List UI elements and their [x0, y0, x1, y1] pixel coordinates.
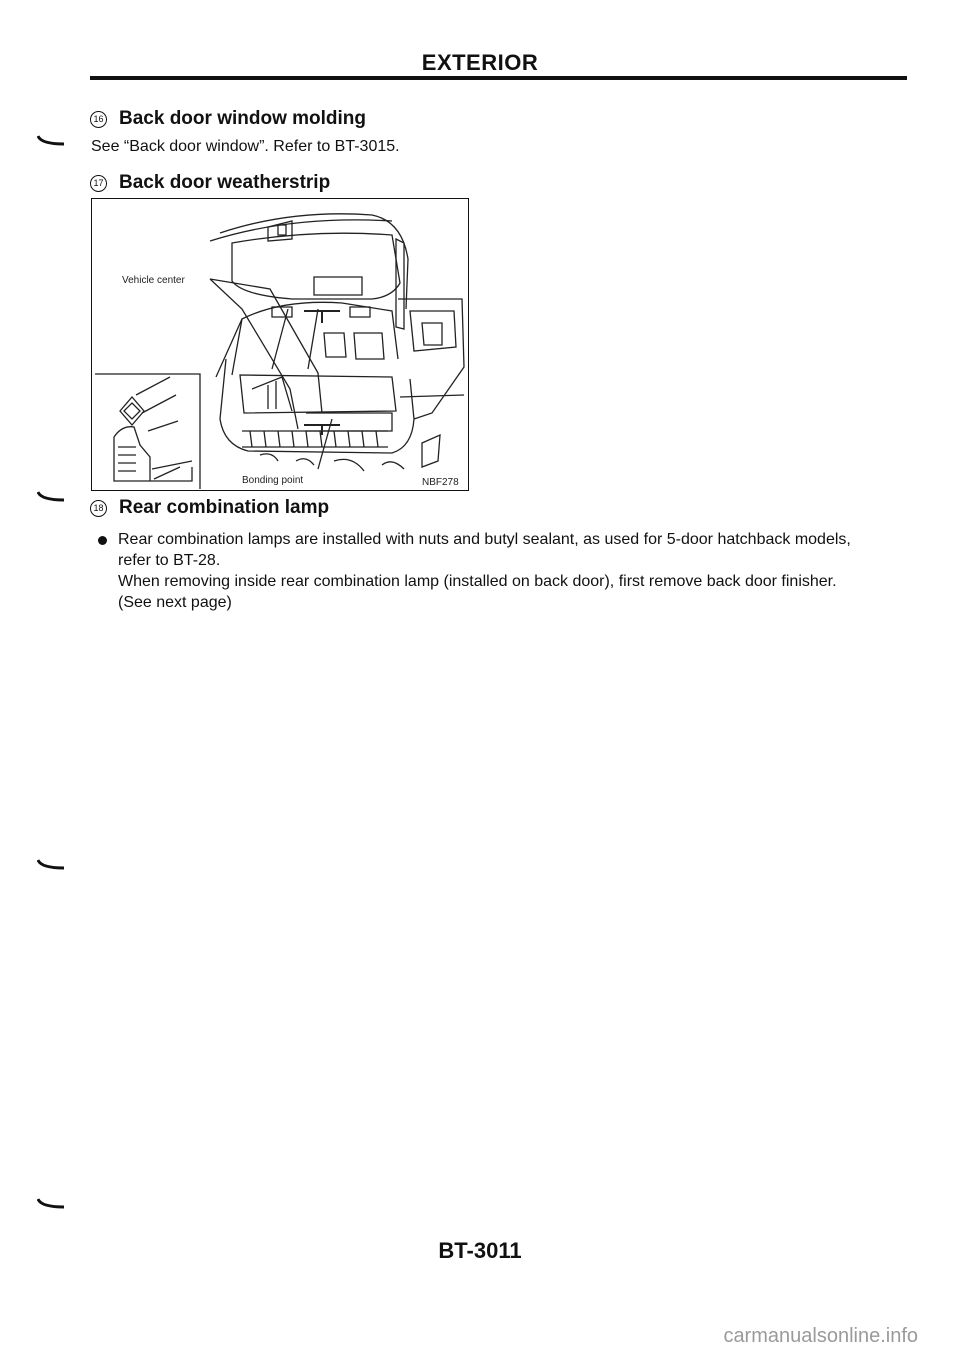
- rear-lamp-line-3: When removing inside rear combination lamp (installed on back door), first remove back door finisher.: [118, 573, 837, 590]
- bullet-dot: [98, 536, 107, 545]
- section-heading-17: [90, 172, 330, 194]
- margin-mark-3: [37, 859, 65, 871]
- header-rule: [90, 76, 907, 80]
- item-number-16: 16: [90, 111, 107, 128]
- page-title: EXTERIOR: [421, 50, 539, 75]
- margin-mark-4: [37, 1198, 65, 1210]
- bonding-point-label: Bonding point: [242, 475, 304, 486]
- item-number-17: 17: [90, 175, 107, 192]
- item-number-18: 18: [90, 500, 107, 517]
- rear-lamp-line-2: refer to BT-28.: [118, 552, 221, 569]
- section-text-16: See “Back door window”. Refer to BT-3015.: [91, 138, 400, 155]
- back-door-illustration: [92, 199, 469, 491]
- vehicle-center-label: Vehicle center: [122, 275, 185, 286]
- section-title-17: Back door weatherstrip: [119, 172, 331, 193]
- section-text-18: [118, 529, 918, 613]
- section-title-18: Rear combination lamp: [119, 497, 330, 518]
- section-heading-16: [90, 108, 366, 130]
- figure-code: NBF278: [422, 477, 459, 488]
- rear-lamp-line-4: (See next page): [118, 594, 232, 611]
- section-title-16: Back door window molding: [119, 108, 366, 129]
- margin-mark-1: [37, 135, 65, 147]
- watermark: carmanualsonline.info: [723, 1325, 918, 1347]
- rear-lamp-line-1: Rear combination lamps are installed with nuts and butyl sealant, as used for 5-door hatchback models,: [118, 531, 851, 548]
- margin-mark-2: [37, 491, 65, 503]
- section-heading-18: [90, 497, 329, 519]
- weatherstrip-figure: [91, 198, 469, 491]
- page-number: BT-3011: [438, 1238, 522, 1263]
